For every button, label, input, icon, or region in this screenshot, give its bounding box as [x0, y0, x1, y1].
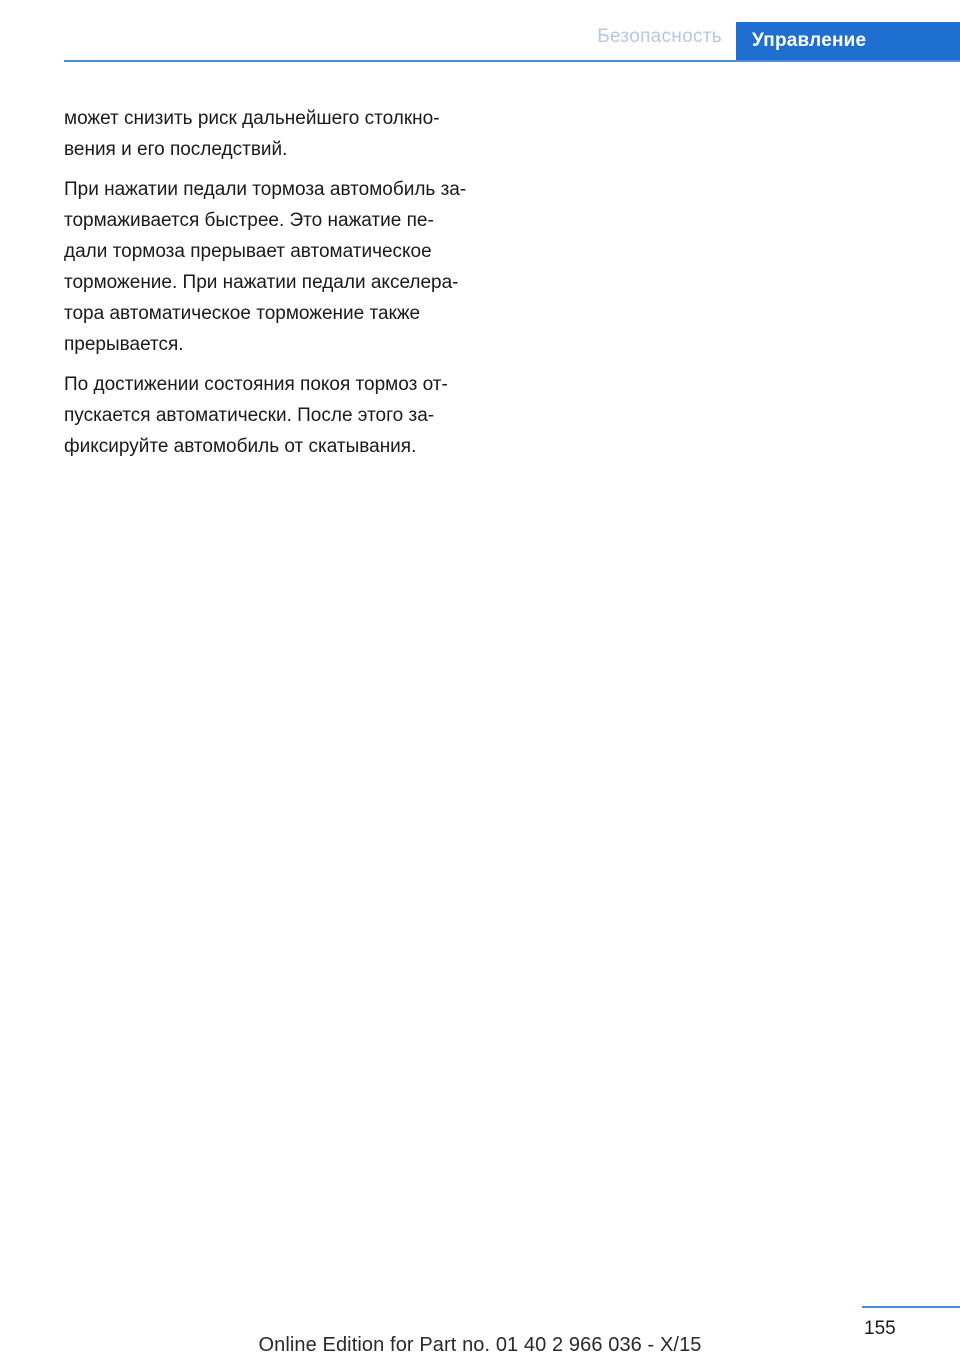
- footer-divider: [862, 1306, 960, 1308]
- paragraph: При нажатии педали тормоза автомобиль за- тормаживается быстрее. Это нажатие пе- дали тормоза прерывает автоматическое торможение. При нажатии педали акселера- тора автоматическое торможение также прерывается.: [64, 179, 467, 355]
- page-header: [0, 0, 960, 64]
- paragraph: По достижении состояния покоя тормоз от- пускается автоматически. После этого за- фиксируйте автомобиль от скатывания.: [64, 374, 448, 457]
- section-tab[interactable]: Безопасность: [597, 26, 722, 47]
- body-text: [64, 103, 484, 471]
- page-number: 155: [864, 1318, 896, 1339]
- chapter-tab[interactable]: Управление: [736, 22, 960, 62]
- edition-watermark: Online Edition for Part no. 01 40 2 966 036 - X/15: [258, 1334, 702, 1356]
- header-divider: [64, 60, 960, 62]
- paragraph: может снизить риск дальнейшего столкно- вения и его последствий.: [64, 108, 440, 160]
